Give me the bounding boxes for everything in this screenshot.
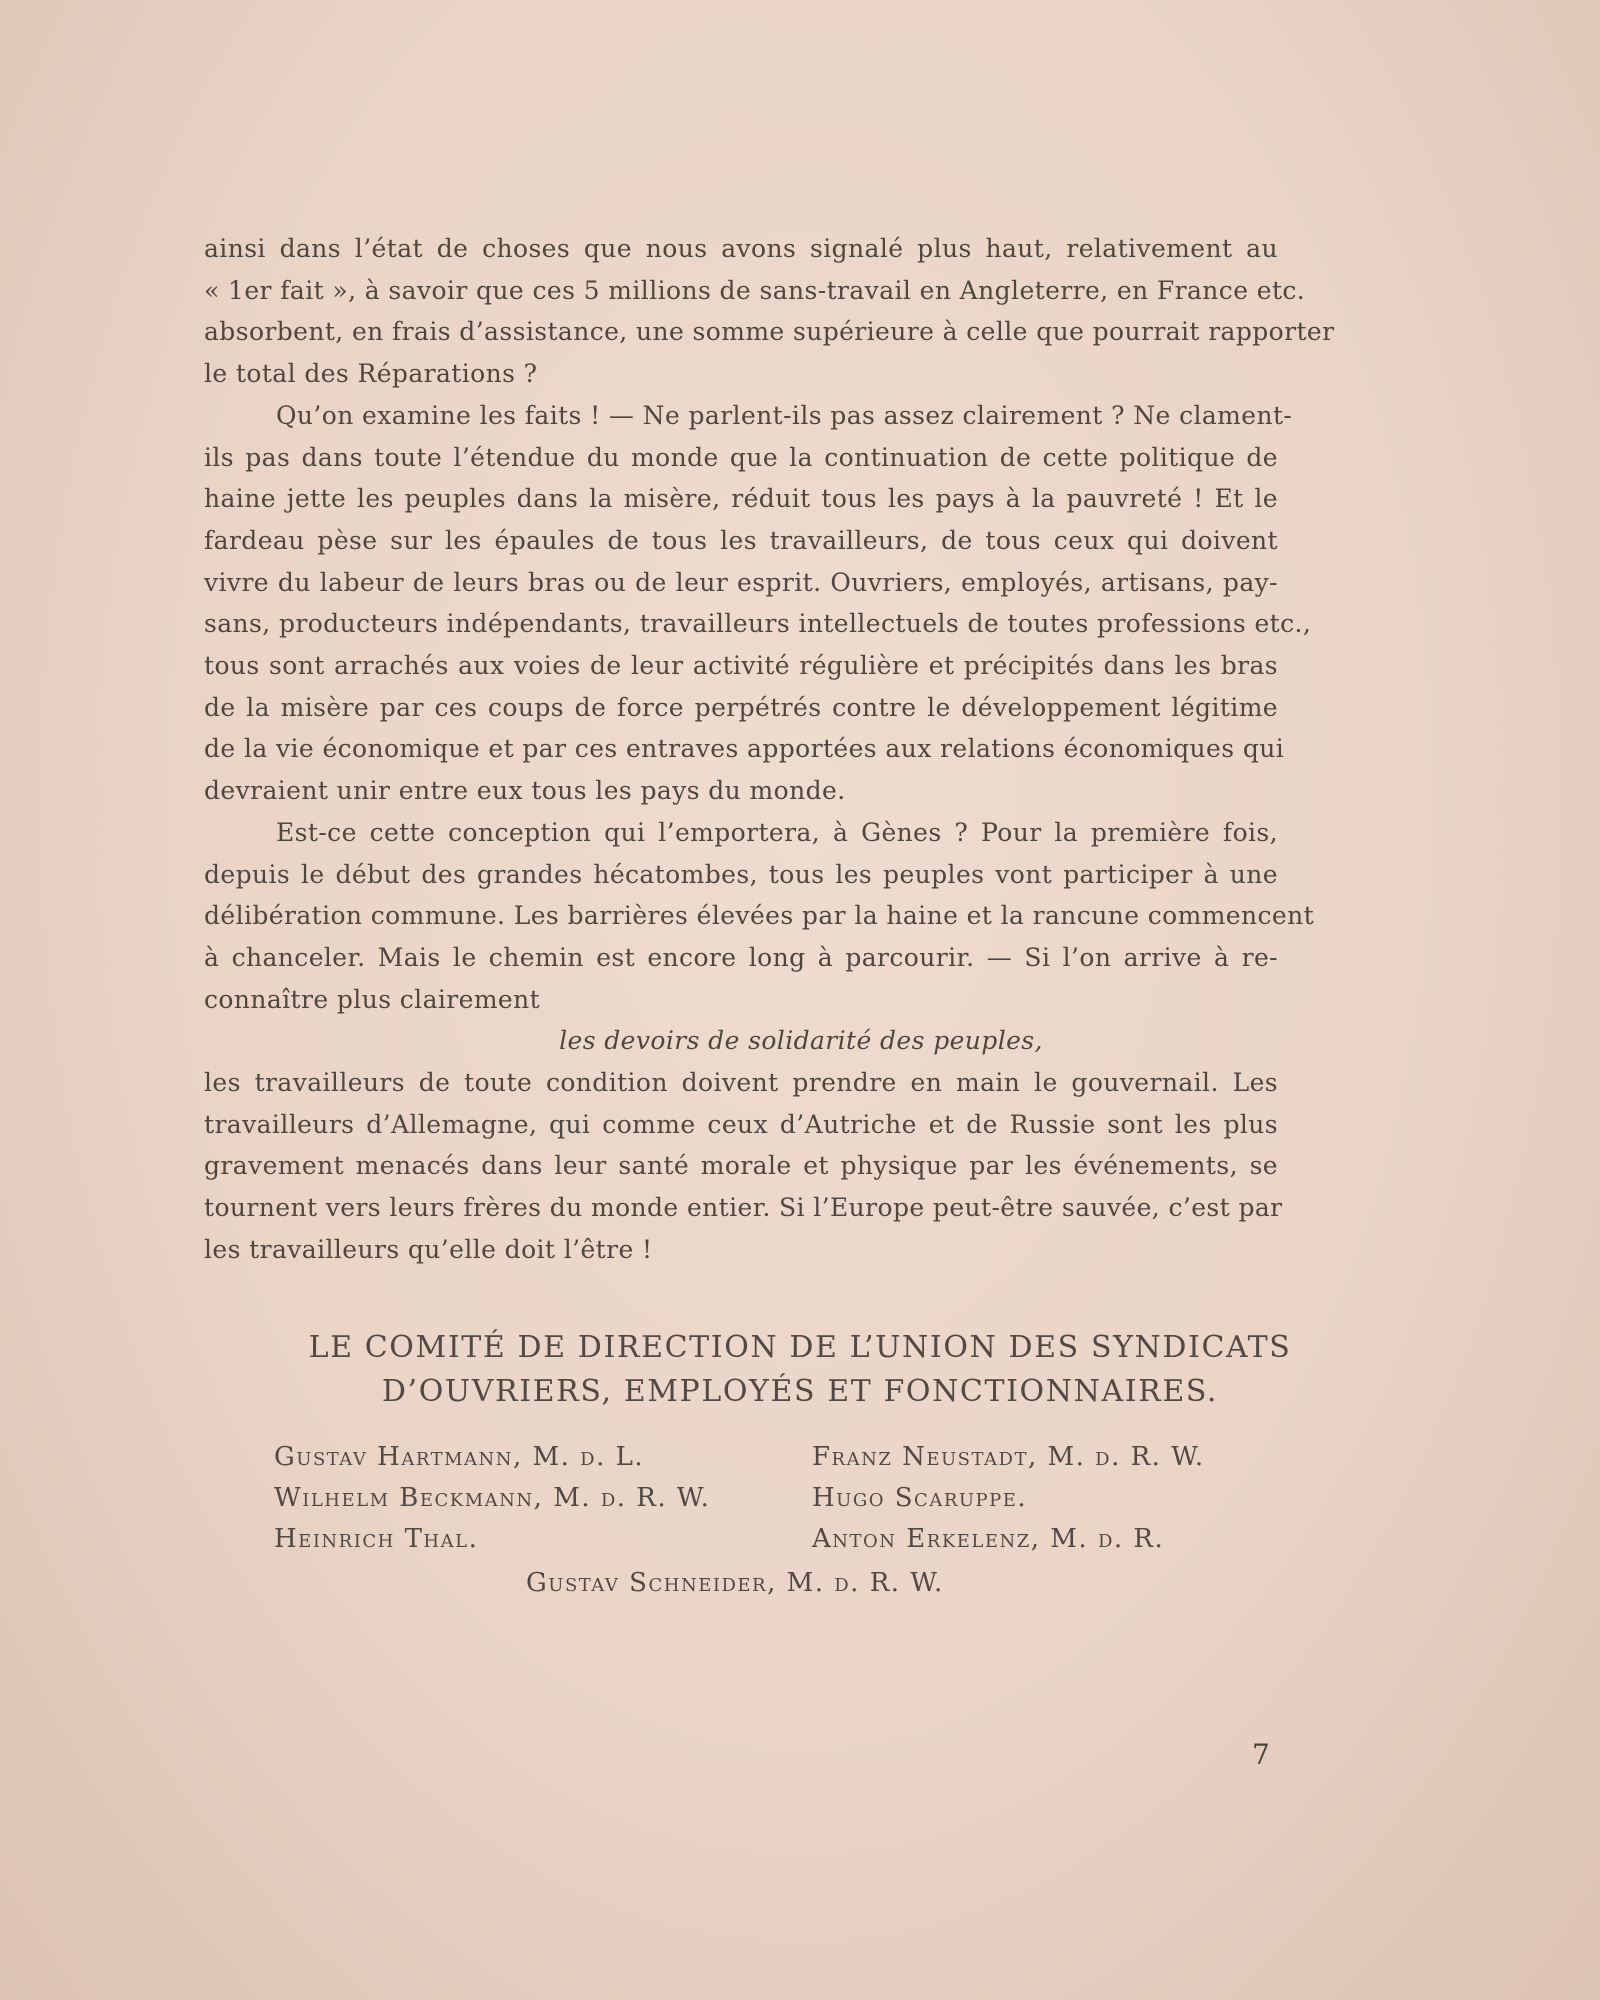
text-line: le total des Réparations ? <box>204 359 538 389</box>
signatory: Gustav Hartmann, M. d. L. <box>274 1442 645 1472</box>
signatory: Hugo Scaruppe. <box>812 1483 1028 1513</box>
text-line: de la vie économique et par ces entraves apportées aux relations économiques qui <box>204 734 1285 764</box>
text-line: absorbent, en frais d’assistance, une somme supérieure à celle que pourrait rapporter <box>204 317 1335 347</box>
emphasis-line: les devoirs de solidarité des peuples, <box>559 1026 1043 1056</box>
signatory: Heinrich Thal. <box>274 1524 479 1554</box>
text-line: devraient unir entre eux tous les pays du monde. <box>204 776 846 806</box>
text-line: ainsi dans l’état de choses que nous avons signalé plus haut, relativement au <box>204 234 1278 263</box>
text-line: délibération commune. Les barrières élevées par la haine et la rancune commencent <box>204 901 1315 931</box>
text-line: les travailleurs de toute condition doivent prendre en main le gouvernail. Les <box>204 1068 1278 1098</box>
text-line: sans, producteurs indépendants, travailleurs intellectuels de toutes professions etc., <box>204 609 1312 639</box>
text-line: haine jette les peuples dans la misère, réduit tous les pays à la pauvreté ! Et le <box>204 484 1278 514</box>
text-line: ils pas dans toute l’étendue du monde que la continuation de cette politique de <box>204 442 1278 472</box>
text-line: gravement menacés dans leur santé morale et physique par les événements, se <box>204 1151 1278 1181</box>
page-number: 7 <box>1252 1738 1270 1771</box>
committee-subheading: D’OUVRIERS, EMPLOYÉS ET FONCTIONNAIRES. <box>381 1374 1219 1409</box>
text-line: « 1er fait », à savoir que ces 5 millions de sans-travail en Angleterre, en France etc. <box>204 275 1306 305</box>
text-line: de la misère par ces coups de force perpétrés contre le développement légitime <box>204 692 1278 722</box>
text-line: Qu’on examine les faits ! — Ne parlent-ils pas assez clairement ? Ne clament- <box>276 400 1293 430</box>
text-line: à chanceler. Mais le chemin est encore long à parcourir. — Si l’on arrive à re- <box>204 942 1278 972</box>
signatory: Gustav Schneider, M. d. R. W. <box>526 1568 944 1598</box>
text-line: Est-ce cette conception qui l’emportera, à Gènes ? Pour la première fois, <box>276 817 1278 847</box>
text-line: travailleurs d’Allemagne, qui comme ceux d’Autriche et de Russie sont les plus <box>204 1109 1278 1139</box>
text-line: tous sont arrachés aux voies de leur activité régulière et précipités dans les bras <box>204 651 1278 681</box>
text-line: les travailleurs qu’elle doit l’être ! <box>204 1234 653 1264</box>
text-line: depuis le début des grandes hécatombes, tous les peuples vont participer à une <box>204 859 1278 889</box>
signatory: Franz Neustadt, M. d. R. W. <box>812 1442 1205 1472</box>
signatory: Anton Erkelenz, M. d. R. <box>812 1524 1165 1554</box>
body-text <box>204 228 1335 1271</box>
committee-heading: LE COMITÉ DE DIRECTION DE L’UNION DES SYNDICATS <box>308 1330 1292 1365</box>
text-line: fardeau pèse sur les épaules de tous les travailleurs, de tous ceux qui doivent <box>204 525 1278 555</box>
text-line: connaître plus clairement <box>204 984 541 1014</box>
signatory: Wilhelm Beckmann, M. d. R. W. <box>274 1483 711 1513</box>
text-line: tournent vers leurs frères du monde entier. Si l’Europe peut-être sauvée, c’est par <box>204 1193 1283 1223</box>
text-line: vivre du labeur de leurs bras ou de leur esprit. Ouvriers, employés, artisans, pay- <box>204 567 1278 597</box>
